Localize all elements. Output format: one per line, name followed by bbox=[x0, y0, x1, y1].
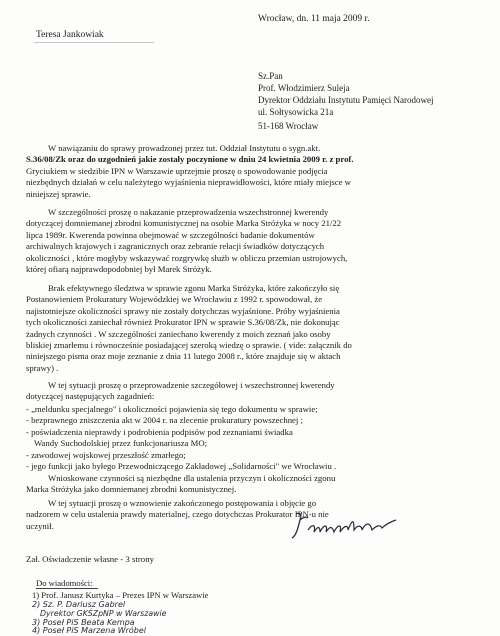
p2-line: okoliczności , które mogłyby wskazywać rozgrywkę służb w obliczu przemian ustrojowych, bbox=[26, 252, 348, 263]
paragraph-5 bbox=[26, 473, 478, 496]
p1-line: W nawiązaniu do sprawy prowadzonej przez tut. Oddział Instytutu o sygn.akt. bbox=[48, 143, 321, 153]
p3-line: żadnych czynności . W szczególności zaniechano kwerendy z moich zeznań jako osoby bbox=[26, 328, 331, 339]
recipient-name: Prof. Włodzimierz Suleja bbox=[258, 83, 350, 93]
cc-item: 1) Prof. Janusz Kurtyka – Prezes IPN w Warszawie bbox=[32, 590, 209, 600]
p4-line: W tej sytuacji proszę o przeprowadzenie szczegółowej i wszechstronnej kwerendy bbox=[48, 380, 335, 390]
cc-title-underline bbox=[36, 588, 98, 589]
issue-list bbox=[26, 404, 478, 472]
list-item: - jego funkcji jako byłego Przewodniczącego Zakładowej „Solidarności" we Wrocławiu . bbox=[26, 461, 337, 472]
p2-line: dotyczącej domniemanej zbrodni komunistycznej na osobie Marka Stróżyka w nocy 21/22 bbox=[26, 218, 342, 229]
attachment-note: Zał. Oświadczenie własne - 3 strony bbox=[26, 554, 155, 564]
p6-line: uczynił. bbox=[26, 520, 54, 531]
p6-line: nadzorem w celu ustalenia prawdy materialnej, czego dotychczas Prokurator IPN-u nie bbox=[26, 509, 329, 520]
cc-item-handwritten: Dyrektor GKŚZpNP w Warszawie bbox=[40, 609, 167, 618]
paragraph-3 bbox=[26, 283, 478, 374]
paragraph-2 bbox=[26, 207, 478, 275]
p2-line: lipca 1989r. Kwerenda powinna obejmować w szczególności badanie dokumentów bbox=[26, 229, 315, 240]
paragraph-4 bbox=[26, 380, 478, 403]
p6-line: W tej sytuacji proszę o wznowienie zakończonego postępowania i objęcie go bbox=[48, 498, 317, 508]
p2-line: archiwalnych krajowych i zagranicznych oraz zebranie relacji świadków dotyczących bbox=[26, 241, 325, 252]
cc-item-handwritten: 2) Sz. P. Dariusz Gabrel bbox=[32, 600, 126, 609]
cc-title: Do wiadomości: bbox=[36, 578, 93, 588]
p3-line: najistotniejsze okoliczności sprawy nie zostały dotychczas wyjaśnione. Próby wyjaśnienia bbox=[26, 305, 340, 316]
p1-line: niniejszej sprawie. bbox=[26, 188, 91, 199]
p1-line: Gryciukiem w siedzibie IPN w Warszawie uprzejmie proszę o spowodowanie podjęcia bbox=[26, 165, 328, 176]
p5-line: Marka Stróżyka jako domniemanej zbrodni komunistycznej. bbox=[26, 484, 237, 495]
paragraph-1 bbox=[26, 143, 478, 200]
p3-line: sprawy) . bbox=[26, 362, 59, 373]
p1-line: S.36/08/Zk oraz do uzgodnień jakie zostały poczynione w dniu 24 kwietnia 2009 r. z prof. bbox=[26, 154, 354, 165]
list-item: Wandy Suchodolskiej przez funkcjonariusza MO; bbox=[34, 438, 208, 449]
list-item: - „meldunku specjalnego" i okoliczności pojawienia się tego dokumentu w sprawie; bbox=[26, 404, 318, 414]
p4-line: dotyczącej następujących zagadnień: bbox=[26, 391, 155, 402]
cc-item-handwritten: 3) Poseł PiS Beata Kempa bbox=[32, 618, 135, 627]
p3-line: Brak efektywnego śledztwa w sprawie zgonu Marka Stróżyka, które zakończyło się bbox=[48, 283, 340, 293]
paragraph-6 bbox=[26, 498, 478, 532]
p3-line: niniejszego pisma oraz moje zeznanie z dnia 11 lutego 2008 r., które znajduje się w aktach bbox=[26, 351, 341, 362]
recipient-city: 51-168 Wrocław bbox=[258, 121, 319, 131]
p1-line: niezbędnych działań w celu należytego wyjaśnienia nieprawidłowości, które miały miejsce w bbox=[26, 177, 351, 188]
author-underline bbox=[34, 42, 154, 43]
handwritten-signature bbox=[290, 508, 400, 544]
place-date: Wrocław, dn. 11 maja 2009 r. bbox=[258, 14, 370, 24]
p3-line: bliskiej zmarłemu i równocześnie posiadającej szeroką wiedzę o sprawie. ( vide: załącznik do bbox=[26, 340, 352, 351]
p3-line: tych okoliczności zaniechał również Prokurator IPN w sprawie S.36/08/Zk, nie dokonując bbox=[26, 317, 340, 328]
list-item: - zawodowej wojskowej przeszłość zmarłego; bbox=[26, 449, 186, 460]
recipient-position: Dyrektor Oddziału Instytutu Pamięci Narodowej bbox=[258, 95, 434, 105]
list-item: - poświadczenia nieprawdy i podrobienia podpisów pod zeznaniami świadka bbox=[26, 426, 293, 437]
p3-line: Postanowieniem Prokuratury Wojewódzkiej we Wrocławiu z 1992 r. spowodował, że bbox=[26, 294, 323, 305]
list-item: - bezprawnego zniszczenia akt w 2004 r. na zlecenie prokuratury powszechnej ; bbox=[26, 415, 303, 426]
cc-item-handwritten: 4) Poseł PiS Marzena Wróbel bbox=[32, 626, 146, 635]
p2-line: W szczególności proszę o nakazanie przeprowadzenia wszechstronnej kwerendy bbox=[48, 207, 329, 217]
author-name: Teresa Jankowiak bbox=[36, 30, 104, 40]
recipient-street: ul. Sołtysowicka 21a bbox=[258, 107, 334, 117]
p5-line: Wnioskowane czynności są niezbędne dla ustalenia przyczyn i okoliczności zgonu bbox=[48, 473, 336, 483]
recipient-salutation: Sz.Pan bbox=[258, 71, 283, 81]
p2-line: której ofiarą najprawdopodobniej był Marek Stróżyk. bbox=[26, 264, 212, 275]
